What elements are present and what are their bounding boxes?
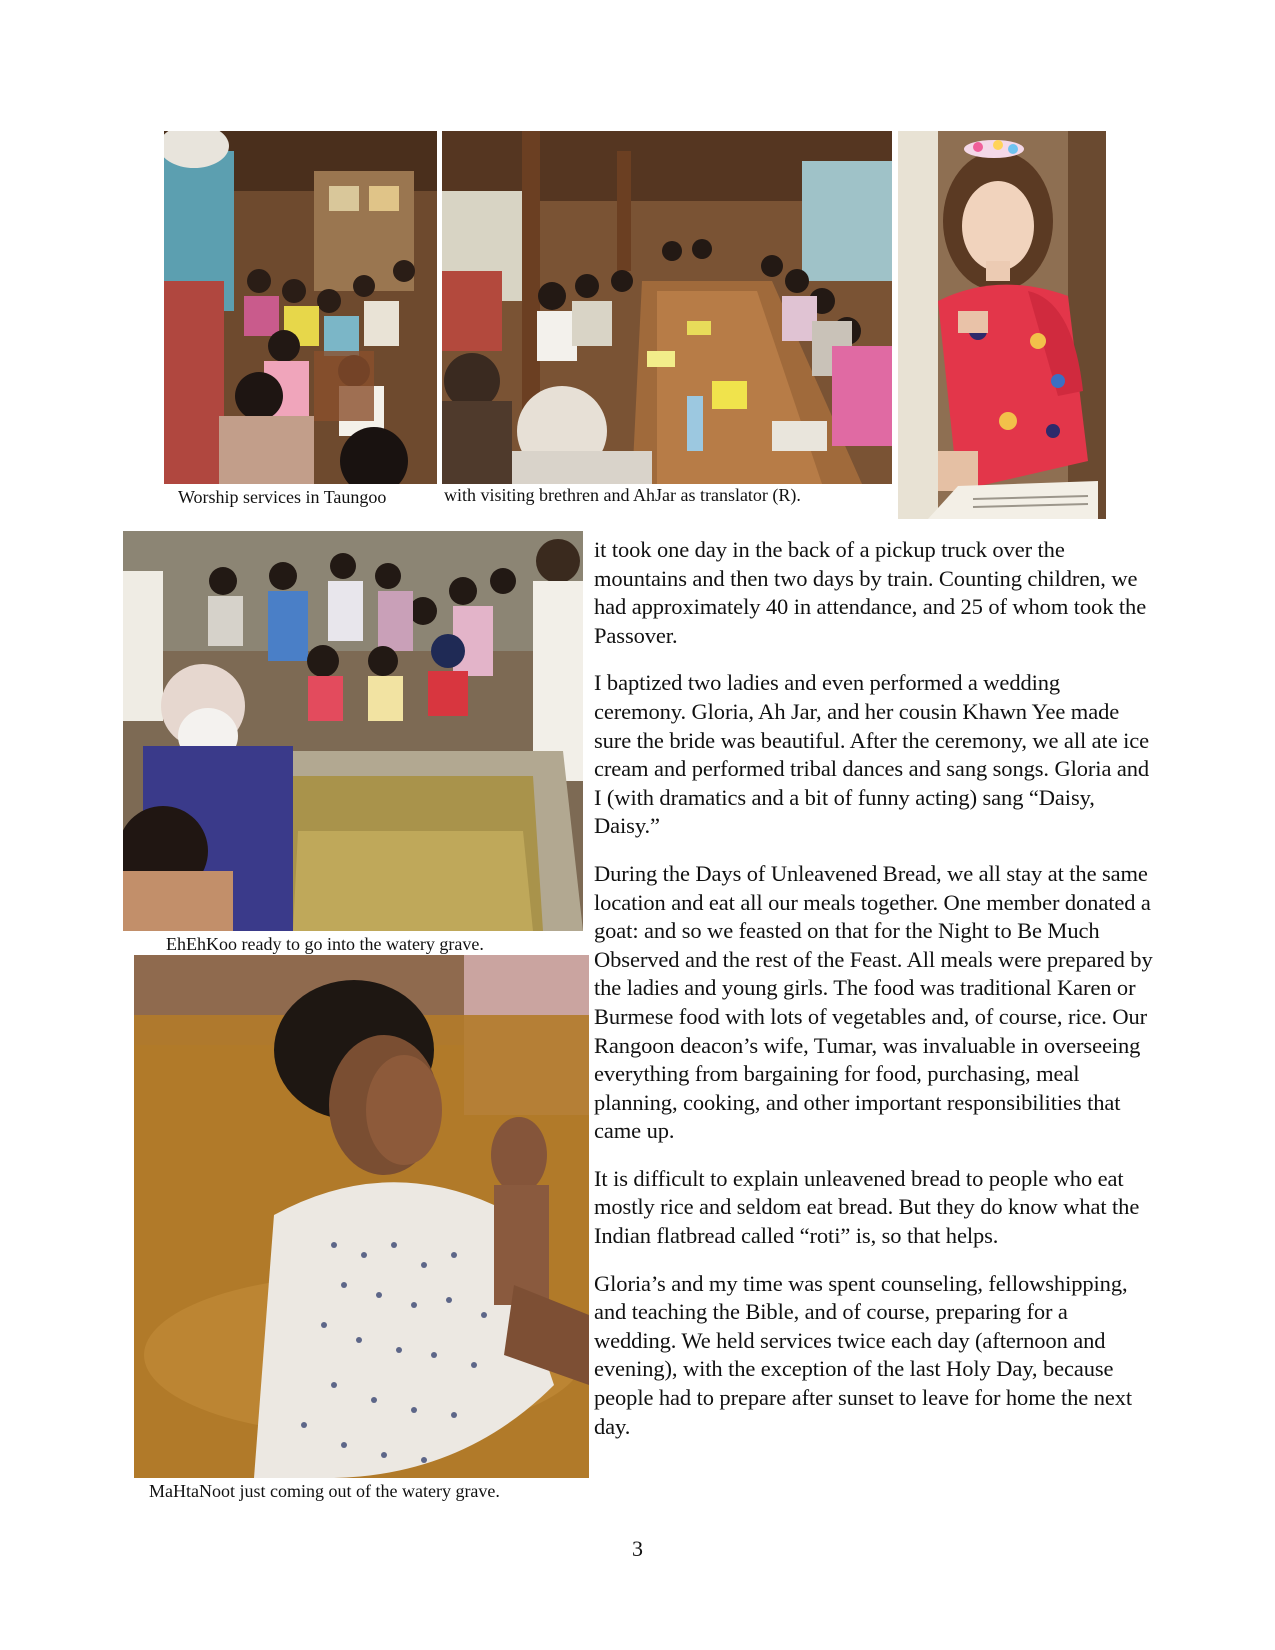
caption-worship: Worship services in Taungoo [178,487,387,507]
photo-woman-red-dress [898,131,1106,519]
paragraph: Gloria’s and my time was spent counseling, fellowshipping, and teaching the Bible, and of course, preparing for a wedding. We held services twice each day (afternoon and evening), with the exception of the last Holy Day, because people had to prepare after sunset to leave for home the next day. [594,1270,1133,1439]
photo-visiting-brethren [442,131,892,484]
photo-baptism-tank [123,531,583,931]
photo-worship-service [164,131,437,484]
paragraph: it took one day in the back of a pickup truck over the mountains and then two days by train. Counting children, we had approximately 40 in attendance, and 25 of whom took the Passover. [594,537,1147,648]
paragraph: It is difficult to explain unleavened bread to people who eat mostly rice and seldom eat bread. But they do know what the Indian flatbread called “roti” is, so that helps. [594,1165,1140,1249]
caption-mahtanoot: MaHtaNoot just coming out of the watery grave. [149,1481,500,1501]
page-number: 3 [632,1536,643,1561]
caption-brethren: with visiting brethren and AhJar as translator (R). [444,485,801,505]
caption-ehehkoo: EhEhKoo ready to go into the watery grave. [166,934,484,954]
photo-watery-grave [134,955,589,1478]
paragraph: I baptized two ladies and even performed a wedding ceremony. Gloria, Ah Jar, and her cousin Khawn Yee made sure the bride was beautiful. After the ceremony, we all ate ice cream and performed tribal dances and sang songs. Gloria and I (with dramatics and a bit of funny acting) sang “Daisy, Daisy.” [594,670,1150,839]
paragraph: During the Days of Unleavened Bread, we all stay at the same location and eat all our meals together. One member donated a goat: and so we feasted on that for the Night to Be Much Observed and the rest of the Feast. All meals were prepared by the ladies and young girls. The food was traditional Karen or Burmese food with lots of vegetables and, of course, rice. Our Rangoon deacon’s wife, Tumar, was invaluable in overseeing everything from bargaining for food, purchasing, meal planning, cooking, and other important responsibilities that came up. [594,860,1153,1144]
article-body [594,536,1154,1460]
